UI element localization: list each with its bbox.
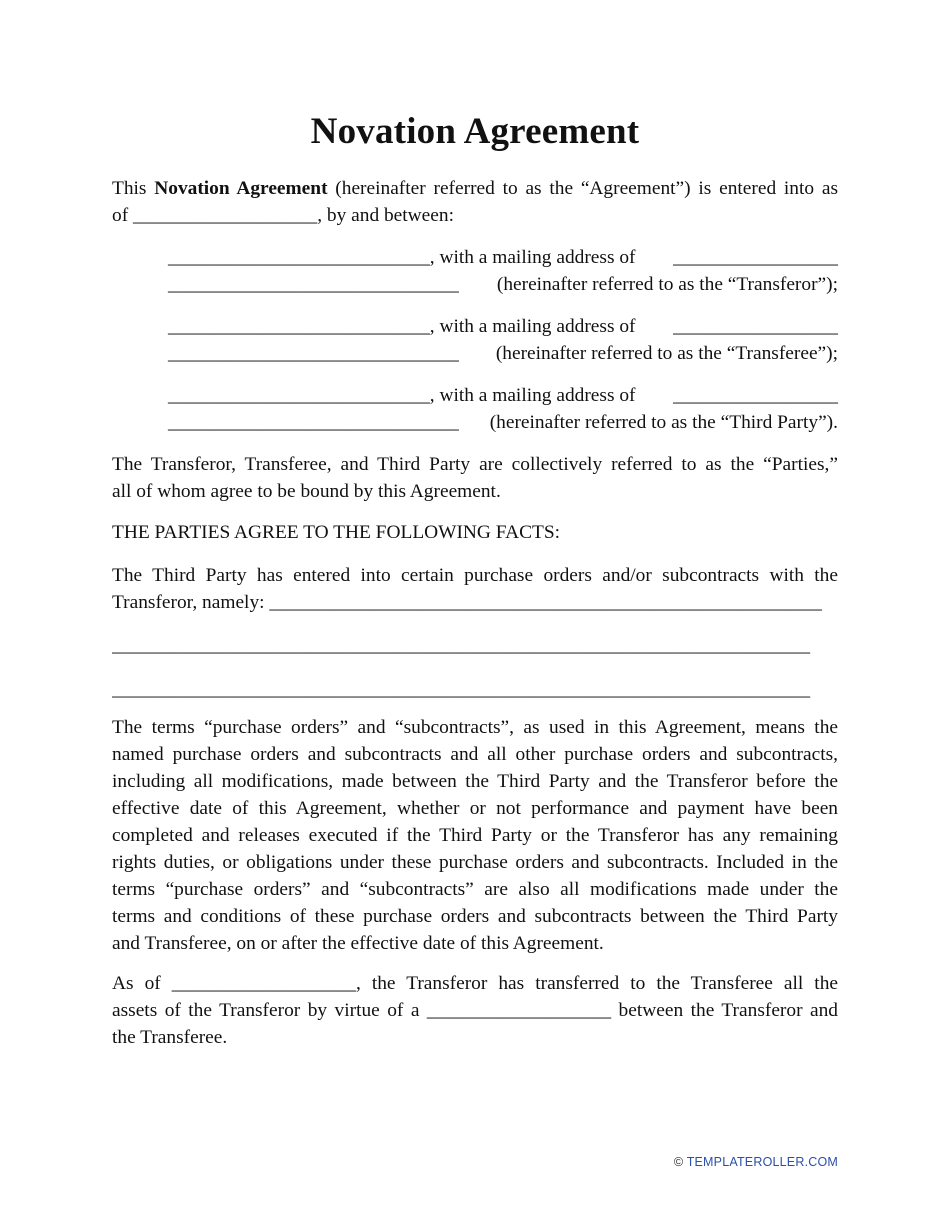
third-party-line-2: Transferor, namely: _________________________________________________________: [112, 592, 823, 613]
assets-line-2: assets of the Transferor by virtue of a ___________________ between the Transferor and: [112, 1000, 838, 1021]
third-party-line-1: The Third Party has entered into certain purchase orders and/or subcontracts with the: [112, 565, 838, 586]
blank-line-1-text: ________________________________________________________________________: [112, 635, 811, 656]
facts-heading-text: THE PARTIES AGREE TO THE FOLLOWING FACTS:: [112, 522, 561, 543]
party-name-address-blank: ___________________________, with a mailing address of: [168, 247, 636, 268]
collective-line-1: The Transferor, Transferee, and Third Party are collectively referred to as the “Parties,”: [112, 454, 838, 475]
terms-line: The terms “purchase orders” and “subcontracts”, as used in this Agreement, means the: [112, 717, 838, 738]
collective-line-2: all of whom agree to be bound by this Agreement.: [112, 481, 501, 502]
assets-line-3: the Transferee.: [112, 1027, 228, 1048]
terms-line: named purchase orders and subcontracts and all other purchase orders and subcontracts,: [112, 744, 838, 765]
party-designation: (hereinafter referred to as the “Third Party”).: [489, 412, 838, 433]
party-address-blank: _________________: [673, 247, 838, 268]
party-designation: (hereinafter referred to as the “Transferee”);: [495, 343, 838, 364]
intro-line-2: of ___________________, by and between:: [112, 205, 454, 226]
footer-credit: [674, 1155, 838, 1169]
intro-prefix: This: [112, 178, 155, 199]
terms-line: completed and releases executed if the Third Party or the Transferor has any remaining: [112, 825, 838, 846]
collective-paragraph: [112, 451, 838, 505]
party-designation: (hereinafter referred to as the “Transferor”);: [496, 274, 838, 295]
party-block-transferor: [168, 244, 838, 298]
terms-line: terms “purchase orders” and “subcontracts” are also all modifications made under the: [112, 879, 838, 900]
assets-paragraph: [112, 970, 838, 1051]
facts-heading: [112, 519, 838, 546]
document-title: Novation Agreement: [310, 111, 640, 152]
copyright-symbol: ©: [673, 1155, 684, 1169]
party-block-third-party: [168, 382, 838, 436]
blank-line-2: [112, 676, 838, 703]
assets-line-1: As of ___________________, the Transferor has transferred to the Transferee all the: [112, 973, 838, 994]
intro-paragraph: [112, 175, 838, 229]
party-block-transferee: [168, 313, 838, 367]
party-name-address-blank: ___________________________, with a mailing address of: [168, 316, 636, 337]
party-name-address-blank: ___________________________, with a mailing address of: [168, 385, 636, 406]
party-address-continuation-blank: ______________________________: [168, 343, 459, 364]
terms-last-line: and Transferee, on or after the effective date of this Agreement.: [112, 933, 604, 954]
blank-line-1: [112, 632, 838, 659]
terms-line: including all modifications, made between the Third Party and the Transferor before the: [112, 771, 838, 792]
party-address-blank: _________________: [673, 385, 838, 406]
intro-line-1-rest: (hereinafter referred to as the “Agreement”) is entered into as: [327, 178, 838, 199]
terms-line: effective date of this Agreement, whether or not performance and payment have been: [112, 798, 838, 819]
terms-paragraph: [112, 714, 838, 957]
intro-line-1: [112, 175, 838, 202]
blank-line-2-text: ________________________________________________________________________: [112, 679, 811, 700]
terms-line: terms and conditions of these purchase orders and subcontracts between the Third Party: [112, 906, 838, 927]
party-address-continuation-blank: ______________________________: [168, 274, 459, 295]
party-address-blank: _________________: [673, 316, 838, 337]
terms-line: rights duties, or obligations under these purchase orders and subcontracts. Included in the: [112, 852, 838, 873]
templateroller-link[interactable]: TEMPLATEROLLER.COM: [686, 1155, 838, 1169]
party-address-continuation-blank: ______________________________: [168, 412, 459, 433]
third-party-paragraph: [112, 562, 838, 616]
intro-bold-name: Novation Agreement: [154, 178, 328, 199]
